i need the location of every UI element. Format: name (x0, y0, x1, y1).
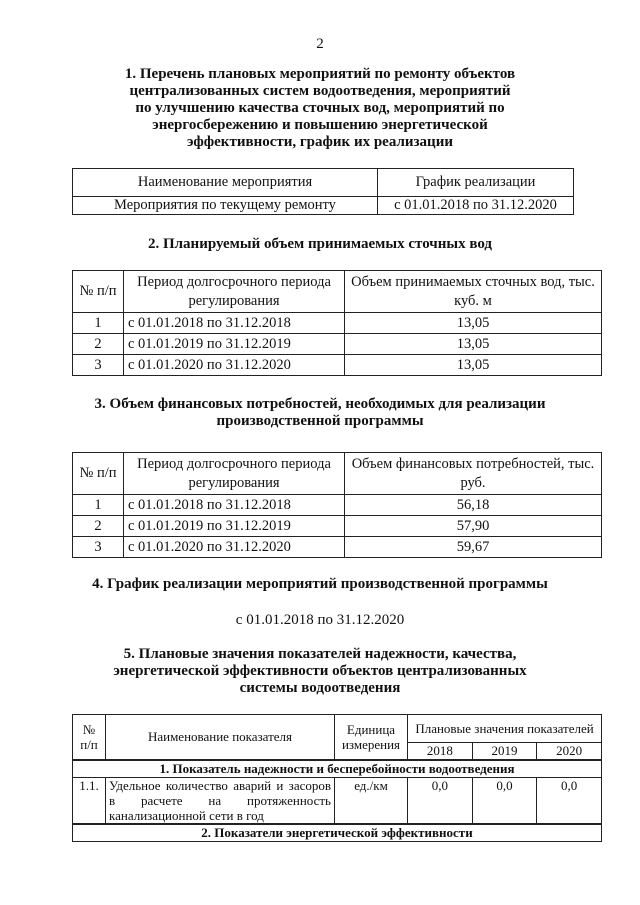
column-header: Период долгосрочного периода регулирования (124, 453, 345, 495)
section-5-title-line: системы водоотведения (239, 680, 401, 696)
table-cell: 2 (73, 516, 124, 537)
column-header: Период долгосрочного периода регулирования (124, 271, 345, 313)
section-5-title-line: 5. Плановые значения показателей надежности, качества, (123, 646, 517, 662)
column-header: Объем принимаемых сточных вод, тыс. куб. м (345, 271, 602, 313)
table-cell: 1 (73, 313, 124, 334)
section-3-title-line: 3. Объем финансовых потребностей, необходимых для реализации (94, 396, 546, 412)
table-cell: с 01.01.2018 по 31.12.2018 (124, 313, 345, 334)
table-cell: Мероприятия по текущему ремонту (73, 197, 378, 215)
financial-needs-table (72, 452, 602, 558)
table-cell: с 01.01.2020 по 31.12.2020 (124, 355, 345, 376)
table-row (73, 334, 602, 355)
column-header: Плановые значения показателей (408, 715, 602, 743)
table-cell: 57,90 (345, 516, 602, 537)
table-cell: 1 (73, 495, 124, 516)
table-cell: 0,0 (472, 778, 537, 825)
section-3-title-line: производственной программы (216, 413, 424, 429)
table-cell: 0,0 (537, 778, 602, 825)
table-cell: 59,67 (345, 537, 602, 558)
section-1-title-line: по улучшению качества сточных вод, мероприятий по (135, 100, 505, 116)
section-4-title: 4. График реализации мероприятий производственной программы (92, 576, 548, 592)
table-cell: 2 (73, 334, 124, 355)
column-header: № п/п (73, 453, 124, 495)
column-header: № п/п (73, 271, 124, 313)
table-row (73, 313, 602, 334)
table-row (73, 495, 602, 516)
table-cell: 56,18 (345, 495, 602, 516)
table-cell: 3 (73, 355, 124, 376)
section-4-period: с 01.01.2018 по 31.12.2020 (235, 612, 405, 628)
table-cell: с 01.01.2019 по 31.12.2019 (124, 516, 345, 537)
table-cell: с 01.01.2018 по 31.12.2020 (378, 197, 574, 215)
indicators-table (72, 714, 602, 842)
column-header: График реализации (378, 169, 574, 197)
year-header: 2020 (537, 743, 602, 761)
table-row (73, 778, 602, 825)
year-header: 2018 (408, 743, 473, 761)
column-header: № п/п (73, 715, 106, 761)
column-header: Наименование показателя (106, 715, 335, 761)
section-1-title-line: 1. Перечень плановых мероприятий по ремонту объектов (124, 66, 516, 82)
table-cell: 1.1. (73, 778, 106, 825)
measures-table (72, 168, 574, 215)
table-cell: 13,05 (345, 355, 602, 376)
wastewater-volume-table (72, 270, 602, 376)
table-row (73, 537, 602, 558)
section-1-title (0, 66, 640, 151)
table-cell: с 01.01.2018 по 31.12.2018 (124, 495, 345, 516)
table-cell: Удельное количество аварий и засоров в расчете на протяженность канализационной сети в год (106, 778, 335, 825)
table-cell: с 01.01.2020 по 31.12.2020 (124, 537, 345, 558)
year-header: 2019 (472, 743, 537, 761)
table-row (73, 355, 602, 376)
section-2-title: 2. Планируемый объем принимаемых сточных вод (147, 236, 493, 252)
section-5-title-line: энергетической эффективности объектов централизованных (113, 663, 527, 679)
table-cell: 0,0 (408, 778, 473, 825)
column-header: Единица измерения (335, 715, 408, 761)
section-1-title-line: эффективности, график их реализации (187, 134, 453, 150)
column-header: Наименование мероприятия (73, 169, 378, 197)
table-cell: с 01.01.2019 по 31.12.2019 (124, 334, 345, 355)
group-header: 1. Показатель надежности и бесперебойности водоотведения (73, 760, 602, 778)
column-header: Объем финансовых потребностей, тыс. руб. (345, 453, 602, 495)
table-cell: 13,05 (345, 313, 602, 334)
section-1-title-line: централизованных систем водоотведения, мероприятий (129, 83, 511, 99)
table-row (73, 516, 602, 537)
section-3-title (0, 396, 640, 430)
section-1-title-line: энергосбережению и повышению энергетической (152, 117, 488, 133)
table-cell: 3 (73, 537, 124, 558)
table-cell: 13,05 (345, 334, 602, 355)
group-header: 2. Показатели энергетической эффективности (73, 824, 602, 842)
page-number: 2 (316, 36, 324, 52)
section-5-title (0, 646, 640, 697)
table-cell: ед./км (335, 778, 408, 825)
